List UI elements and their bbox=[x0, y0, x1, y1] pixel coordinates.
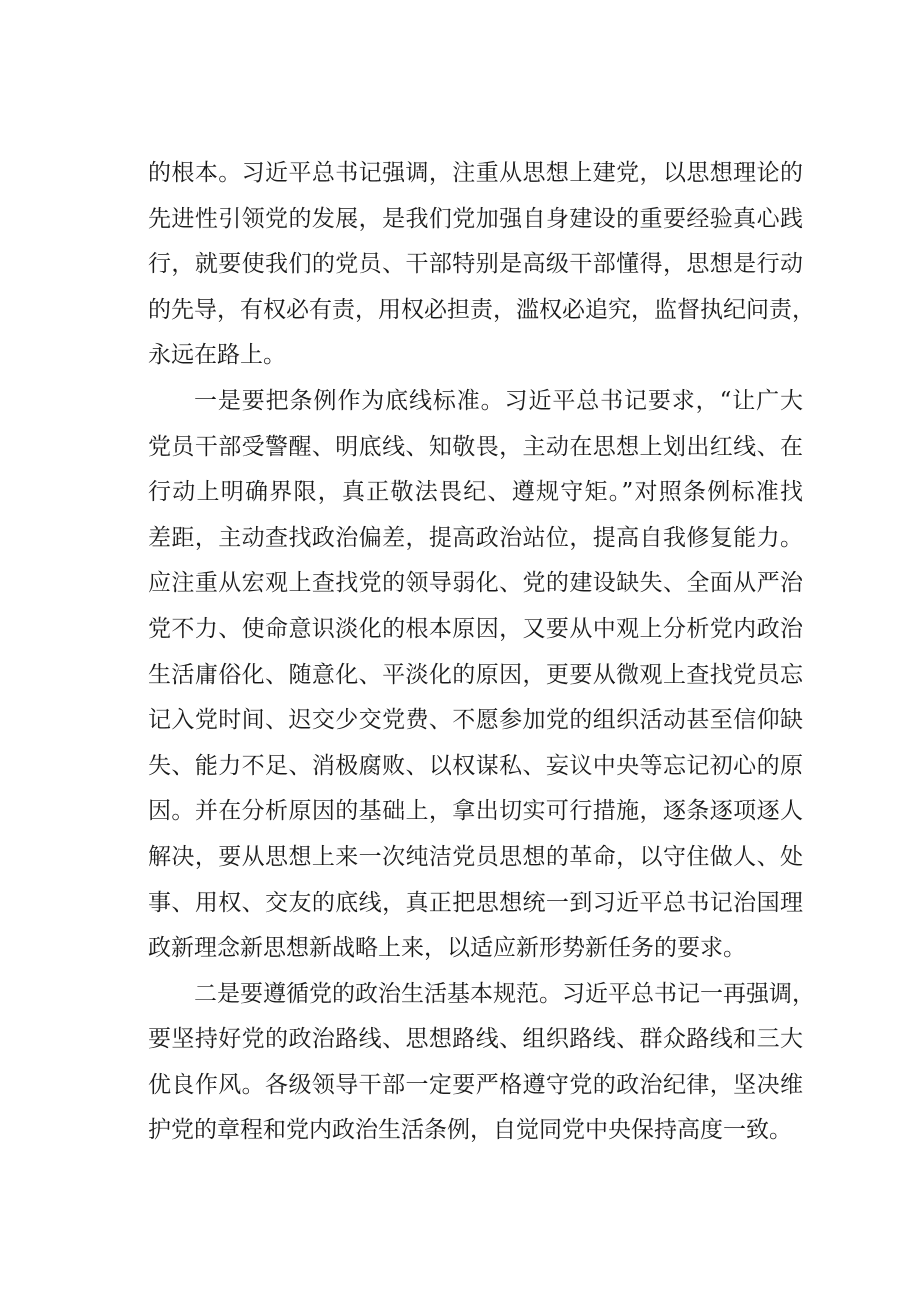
paragraph-1-line-2: 先进性引领党的发展，是我们党加强自身建设的重要经验真心践 bbox=[148, 205, 803, 232]
paragraph-1-line-3: 行，就要使我们的党员、干部特别是高级干部懂得，思想是行动 bbox=[148, 251, 803, 278]
paragraph-2-line-6: 党不力、使命意识淡化的根本原因，又要从中观上分析党内政治 bbox=[148, 615, 803, 642]
paragraph-2-line-1: 一是要把条例作为底线标准。习近平总书记要求，“让广大 bbox=[194, 387, 803, 414]
body-text bbox=[148, 151, 815, 1154]
paragraph-3-line-3: 优良作风。各级领导干部一定要严格遵守党的政治纪律，坚决维 bbox=[148, 1071, 803, 1098]
paragraph-2-line-9: 失、能力不足、消极腐败、以权谋私、妄议中央等忘记初心的原 bbox=[148, 752, 803, 779]
paragraph-2-line-2: 党员干部受警醒、明底线、知敬畏，主动在思想上划出红线、在 bbox=[148, 433, 803, 460]
paragraph-2-line-12: 事、用权、交友的底线，真正把思想统一到习近平总书记治国理 bbox=[148, 889, 803, 916]
paragraph-1-line-4: 的先导，有权必有责，用权必担责，滥权必追究，监督执纪问责， bbox=[148, 296, 815, 323]
paragraph-1-line-5: 永远在路上。 bbox=[148, 342, 286, 369]
paragraph-2-line-13: 政新理念新思想新战略上来，以适应新形势新任务的要求。 bbox=[148, 935, 746, 962]
paragraph-3-line-1: 二是要遵循党的政治生活基本规范。习近平总书记一再强调， bbox=[194, 980, 815, 1007]
paragraph-2-line-8: 记入党时间、迟交少交党费、不愿参加党的组织活动甚至信仰缺 bbox=[148, 707, 803, 734]
paragraph-2-line-5: 应注重从宏观上查找党的领导弱化、党的建设缺失、全面从严治 bbox=[148, 570, 803, 597]
paragraph-3-line-2: 要坚持好党的政治路线、思想路线、组织路线、群众路线和三大 bbox=[148, 1026, 803, 1053]
paragraph-3-line-4: 护党的章程和党内政治生活条例，自觉同党中央保持高度一致。 bbox=[148, 1117, 792, 1144]
paragraph-1-line-1: 的根本。习近平总书记强调，注重从思想上建党，以思想理论的 bbox=[148, 160, 803, 186]
paragraph-2-line-7: 生活庸俗化、随意化、平淡化的原因，更要从微观上查找党员忘 bbox=[148, 661, 803, 688]
paragraph-2-line-4: 差距，主动查找政治偏差，提高政治站位，提高自我修复能力。 bbox=[148, 524, 803, 551]
paragraph-2-line-3: 行动上明确界限，真正敬法畏纪、遵规守矩。”对照条例标准找 bbox=[148, 479, 803, 506]
paragraph-2-line-10: 因。并在分析原因的基础上，拿出切实可行措施，逐条逐项逐人 bbox=[148, 798, 803, 825]
paragraph-2-line-11: 解决，要从思想上来一次纯洁党员思想的革命，以守住做人、处 bbox=[148, 843, 803, 870]
